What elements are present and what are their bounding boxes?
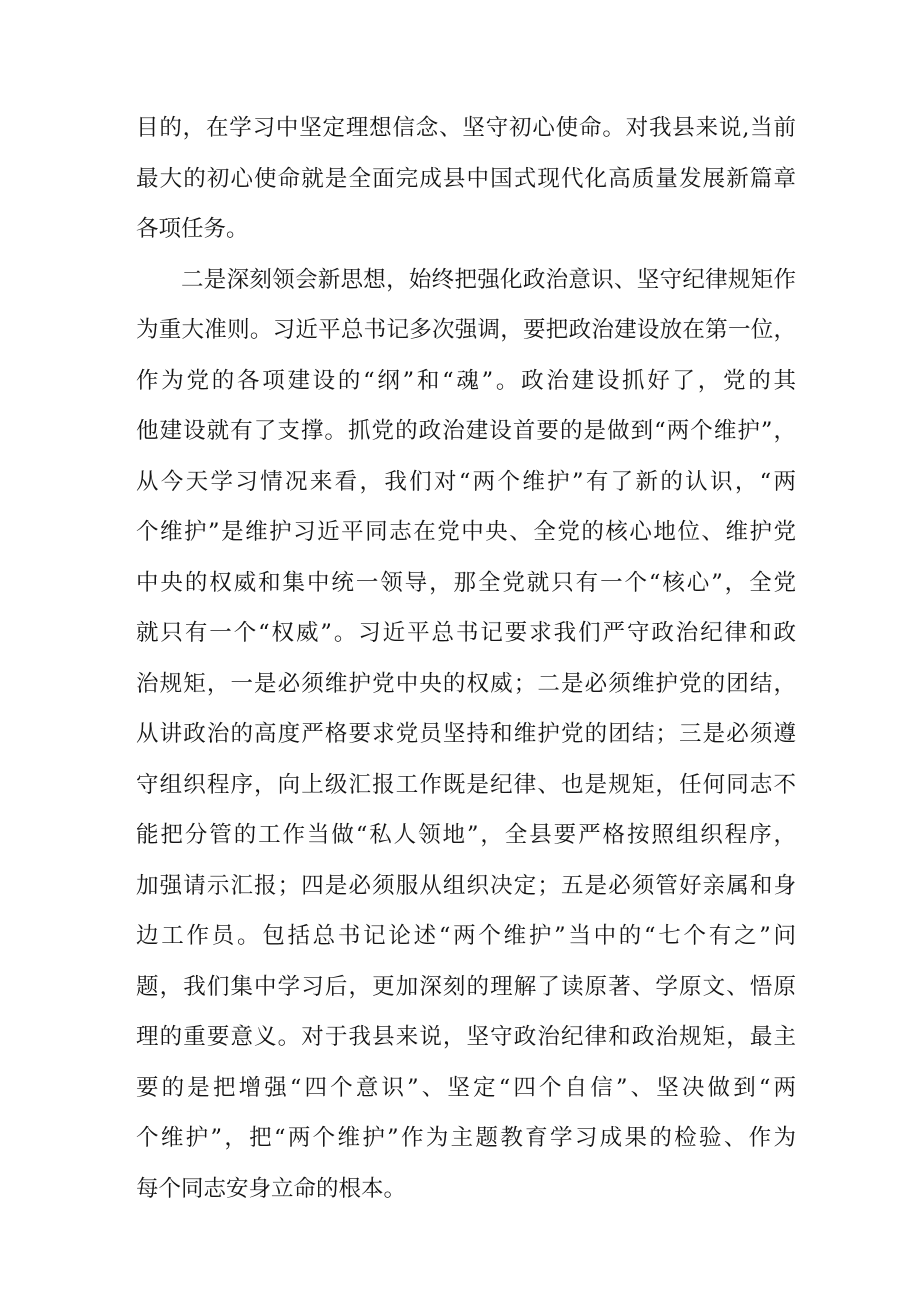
text-line: 个维护”是维护习近平同志在党中央、全党的核心地位、维护党 [136,519,796,545]
text-line: 从讲政治的高度严格要求党员坚持和维护党的团结；三是必须遵 [136,721,796,747]
text-line: 二是深刻领会新思想，始终把强化政治意识、坚守纪律规矩作 [181,266,796,293]
paragraph-2 [136,255,796,1215]
text-line: 他建设就有了支撑。抓党的政治建设首要的是做到“两个维护”， [136,418,796,444]
text-line: 从今天学习情况来看，我们对“两个维护”有了新的认识，“两 [136,468,796,495]
text-line: 守组织程序，向上级汇报工作既是纪律、也是规矩，任何同志不 [136,771,796,798]
text-line: 要的是把增强“四个意识”、坚定“四个自信”、坚决做到“两 [136,1074,796,1101]
text-line: 治规矩，一是必须维护党中央的权威；二是必须维护党的团结， [136,670,796,697]
text-line: 能把分管的工作当做“私人领地”，全县要严格按照组织程序， [136,822,796,848]
text-line: 加强请示汇报；四是必须服从组织决定；五是必须管好亲属和身 [136,872,796,899]
text-line: 各项任务。 [136,216,249,242]
text-line: 个维护”，把“两个维护”作为主题教育学习成果的检验、作为 [136,1125,796,1151]
text-line: 最大的初心使命就是全面完成县中国式现代化高质量发展新篇章 [136,165,796,192]
text-line: 中央的权威和集中统一领导，那全党就只有一个“核心”，全党 [136,569,796,596]
text-line: 每个同志安身立命的根本。 [136,1175,407,1202]
text-line: 理的重要意义。对于我县来说，坚守政治纪律和政治规矩，最主 [136,1024,796,1050]
text-line: 题，我们集中学习后，更加深刻的理解了读原著、学原文、悟原 [136,973,796,1000]
text-line: 作为党的各项建设的“纲”和“魂”。政治建设抓好了，党的其 [136,367,796,394]
text-line: 为重大准则。习近平总书记多次强调，要把政治建设放在第一位， [136,317,796,343]
text-line: 边工作员。包括总书记论述“两个维护”当中的“七个有之”问 [136,923,796,949]
text-line: 目的，在学习中坚定理想信念、坚守初心使命。对我县来说,当前 [136,115,796,141]
text-line: 就只有一个“权威”。习近平总书记要求我们严守政治纪律和政 [136,620,796,646]
document-body [136,103,796,1214]
paragraph-1 [136,103,796,255]
